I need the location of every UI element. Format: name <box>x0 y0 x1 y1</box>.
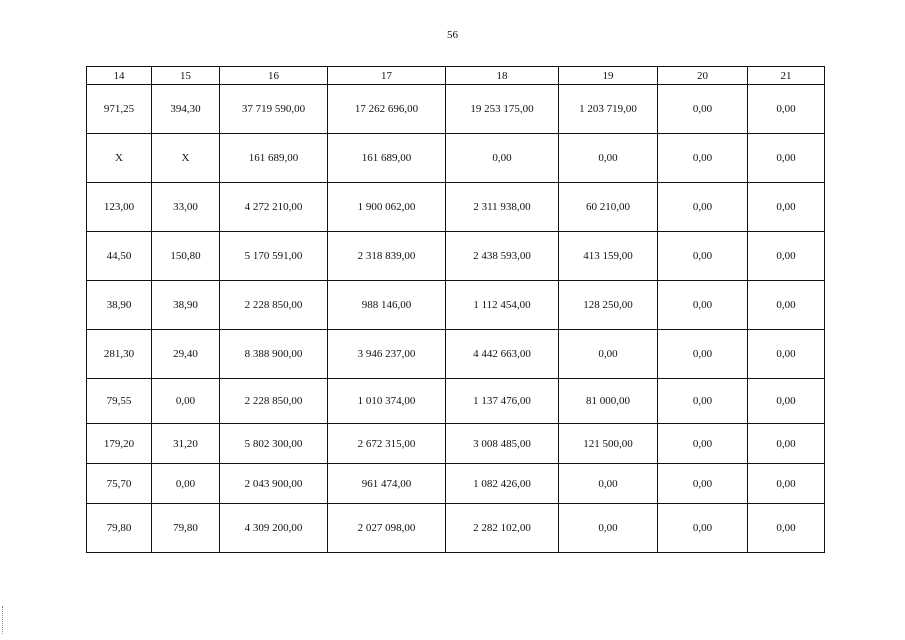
table-cell: 31,20 <box>152 424 220 464</box>
table-cell: 29,40 <box>152 330 220 379</box>
table-cell: 2 311 938,00 <box>446 183 559 232</box>
table-cell: 961 474,00 <box>328 464 446 504</box>
table-cell: 121 500,00 <box>559 424 658 464</box>
table-cell: 3 946 237,00 <box>328 330 446 379</box>
column-header: 16 <box>220 67 328 85</box>
table-cell: 0,00 <box>658 379 748 424</box>
table-cell: 5 802 300,00 <box>220 424 328 464</box>
table-cell: 38,90 <box>152 281 220 330</box>
table-cell: 1 203 719,00 <box>559 85 658 134</box>
table-row <box>87 281 825 330</box>
table-cell: X <box>87 134 152 183</box>
table-cell: 3 008 485,00 <box>446 424 559 464</box>
table-cell: 1 112 454,00 <box>446 281 559 330</box>
table-cell: 8 388 900,00 <box>220 330 328 379</box>
table-cell: 0,00 <box>152 379 220 424</box>
table-cell: 4 442 663,00 <box>446 330 559 379</box>
column-header: 18 <box>446 67 559 85</box>
table-cell: 79,80 <box>152 504 220 553</box>
table-cell: 2 438 593,00 <box>446 232 559 281</box>
table-cell: 0,00 <box>658 134 748 183</box>
table-cell: 161 689,00 <box>328 134 446 183</box>
table-cell: 0,00 <box>559 134 658 183</box>
table-cell: 44,50 <box>87 232 152 281</box>
table-cell: 60 210,00 <box>559 183 658 232</box>
table-cell: 2 282 102,00 <box>446 504 559 553</box>
table-cell: 19 253 175,00 <box>446 85 559 134</box>
table-row <box>87 330 825 379</box>
table-cell: 0,00 <box>559 330 658 379</box>
table-cell: 0,00 <box>658 424 748 464</box>
table-cell: 4 309 200,00 <box>220 504 328 553</box>
table-cell: 971,25 <box>87 85 152 134</box>
table-cell: 2 318 839,00 <box>328 232 446 281</box>
table-cell: 17 262 696,00 <box>328 85 446 134</box>
table-cell: 0,00 <box>658 232 748 281</box>
table-cell: X <box>152 134 220 183</box>
scan-margin-mark <box>2 606 4 634</box>
table-cell: 0,00 <box>152 464 220 504</box>
table-cell: 1 010 374,00 <box>328 379 446 424</box>
table-cell: 5 170 591,00 <box>220 232 328 281</box>
page-number: 56 <box>447 29 458 41</box>
table-cell: 81 000,00 <box>559 379 658 424</box>
column-header: 20 <box>658 67 748 85</box>
table-cell: 0,00 <box>559 464 658 504</box>
table-cell: 4 272 210,00 <box>220 183 328 232</box>
table-row <box>87 232 825 281</box>
table-cell: 0,00 <box>658 281 748 330</box>
table-cell: 0,00 <box>748 464 825 504</box>
column-header: 21 <box>748 67 825 85</box>
table-cell: 2 672 315,00 <box>328 424 446 464</box>
table-cell: 988 146,00 <box>328 281 446 330</box>
column-header: 17 <box>328 67 446 85</box>
table-cell: 33,00 <box>152 183 220 232</box>
table-cell: 413 159,00 <box>559 232 658 281</box>
table-cell: 150,80 <box>152 232 220 281</box>
table-cell: 0,00 <box>658 85 748 134</box>
table-cell: 0,00 <box>748 379 825 424</box>
table-row <box>87 504 825 553</box>
table-cell: 2 228 850,00 <box>220 281 328 330</box>
table-cell: 2 043 900,00 <box>220 464 328 504</box>
column-header: 19 <box>559 67 658 85</box>
column-header: 14 <box>87 67 152 85</box>
table-cell: 79,80 <box>87 504 152 553</box>
table-cell: 1 900 062,00 <box>328 183 446 232</box>
table-cell: 0,00 <box>748 424 825 464</box>
table-cell: 2 228 850,00 <box>220 379 328 424</box>
table-row <box>87 85 825 134</box>
table-cell: 0,00 <box>748 330 825 379</box>
table-row <box>87 379 825 424</box>
table-cell: 281,30 <box>87 330 152 379</box>
table-cell: 128 250,00 <box>559 281 658 330</box>
table-cell: 179,20 <box>87 424 152 464</box>
table-cell: 0,00 <box>446 134 559 183</box>
data-table <box>86 66 825 553</box>
table-cell: 0,00 <box>658 330 748 379</box>
table-cell: 0,00 <box>748 183 825 232</box>
table-row <box>87 183 825 232</box>
table-cell: 0,00 <box>658 504 748 553</box>
table-row <box>87 424 825 464</box>
table-cell: 38,90 <box>87 281 152 330</box>
table-cell: 79,55 <box>87 379 152 424</box>
table-row <box>87 464 825 504</box>
table-cell: 0,00 <box>658 464 748 504</box>
table-cell: 0,00 <box>748 232 825 281</box>
table-cell: 123,00 <box>87 183 152 232</box>
table-cell: 37 719 590,00 <box>220 85 328 134</box>
table-cell: 0,00 <box>748 85 825 134</box>
table-row <box>87 134 825 183</box>
table-cell: 0,00 <box>748 504 825 553</box>
table-cell: 394,30 <box>152 85 220 134</box>
table-cell: 1 137 476,00 <box>446 379 559 424</box>
header-row <box>87 67 825 85</box>
table-cell: 0,00 <box>748 134 825 183</box>
table-cell: 0,00 <box>748 281 825 330</box>
table-cell: 161 689,00 <box>220 134 328 183</box>
table-cell: 2 027 098,00 <box>328 504 446 553</box>
table-cell: 1 082 426,00 <box>446 464 559 504</box>
table-cell: 75,70 <box>87 464 152 504</box>
column-header: 15 <box>152 67 220 85</box>
table-cell: 0,00 <box>559 504 658 553</box>
table-cell: 0,00 <box>658 183 748 232</box>
